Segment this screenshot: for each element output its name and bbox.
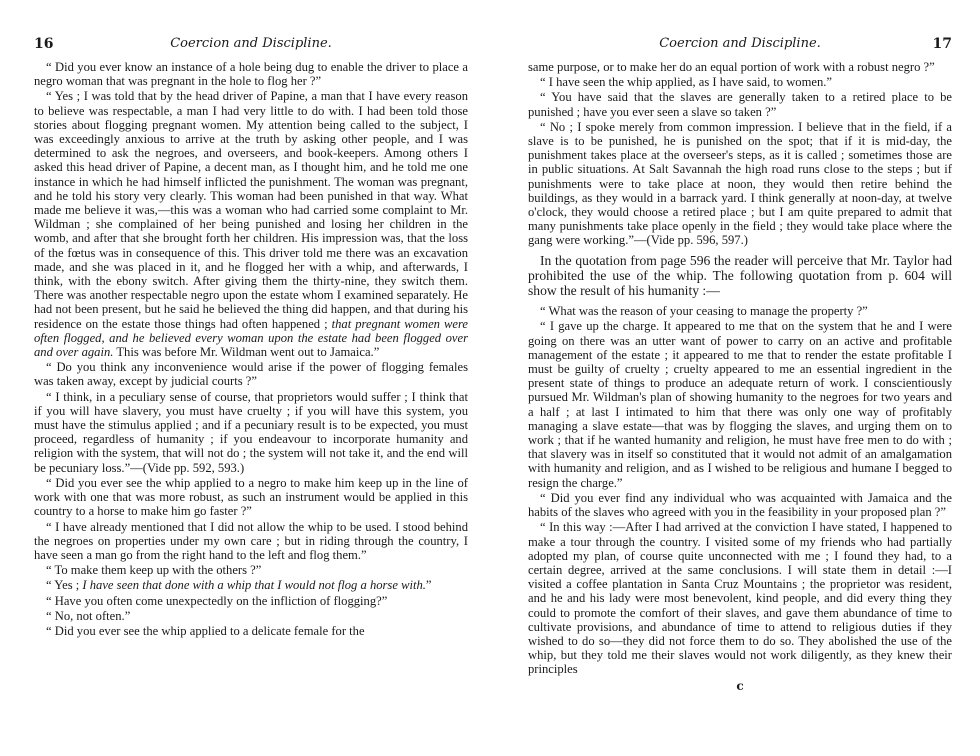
paragraph: [528, 75, 952, 89]
paragraph: [528, 319, 952, 489]
paragraph: [528, 304, 952, 318]
text-run: “ Yes ;: [46, 578, 83, 593]
paragraph: [34, 60, 468, 88]
text-run: “ Yes ; I was told that by the head driver of Papine, a man that I have every reason to believe was respectable, a man I had very little to do with. I had been told those stories about flogging pregnant women. My attention being called to the subject, I was exceedingly anxious to arrive at the truth by asking other people, and I was determined to ask the negroes, and overseers, and book-keepers. Among others I asked this head driver of Papine, a decent man, as I thought him, and he told me one instance in which he had himself inflicted the punishment. The woman was pregnant, and he told his story very clearly. This woman had been punished in that way. What made me believe it was,—this was a woman who had carried some complaint to Mr. Wildman ; she complained of her being punished and losing her children in the womb, and after that she brought forth her children. His impression was, that the loss of the fœtus was in consequence of this. This driver told me there was an excavation made, and she was placed in it, and he flogged her with a whip, and afterwards, I think, with the ebony switch. After giving them the thirty-nine, they switch them. There was another respectable negro upon the estate whom I examined separately. He had not been present, but he said he believed the thing did happen, and that during his residence on the estate those things had often happened ;: [34, 89, 468, 331]
text-run: “ I gave up the charge. It appeared to me that on the system that he and I were going on there was an utter want of power to carry on an active and profitable management of the estate ; it appeared to me that to render the estate profitable I must be guilty of cruelty ; cruelty appeared to me an essential ingredient in the present state of things to produce an adequate return of work. I conscientiously pursued Mr. Wildman's plan of showing humanity to the negroes for two years and a half ; at last I intimated to him that there was only one way of profitably managing a slave estate—that was by flogging the slaves, and urging them on to work ; that if he wanted humanity and religion, he must have free men to do with ; that slavery was in itself so constituted that it would not admit of an amalgamation with humanity and religion, and as I wished to be religious and humane I begged to resign the charge.”: [528, 319, 952, 490]
paragraph: [34, 609, 468, 623]
left-running-title: Coercion and Discipline.: [170, 36, 332, 51]
paragraph: [528, 520, 952, 676]
paragraph: [34, 89, 468, 359]
paragraph: [34, 578, 468, 592]
paragraph: [528, 253, 952, 299]
paragraph: [528, 491, 952, 519]
paragraph: [34, 360, 468, 388]
text-run: “ I have already mentioned that I did not allow the whip to be used. I stood behind the negroes on properties under my own care ; but in riding through the country, I have seen a man go from the right hand to the left and flog them.”: [34, 519, 468, 562]
paragraph: [34, 563, 468, 577]
text-run: “ I have seen the whip applied, as I have said, to women.”: [540, 75, 833, 90]
text-run: “ Did you ever find any individual who was acquainted with Jamaica and the habits of the slaves who agreed with you in the feasibility in your proposed plan ?”: [528, 490, 952, 520]
paragraph: [528, 60, 952, 74]
left-page-number: 16: [34, 36, 54, 52]
right-body-text: [528, 60, 952, 677]
text-run: In the quotation from page 596 the reader will perceive that Mr. Taylor had prohibited the use of the whip. The following quotation from p. 604 will show the result of his humanity :—: [528, 252, 952, 299]
text-run: “ Did you ever see the whip applied to a negro to make him keep up in the line of work with one that was more robust, as such an instrument would be applied in this country to a horse to make him go faster ?”: [34, 475, 468, 519]
right-running-title: Coercion and Discipline.: [659, 36, 821, 51]
text-run: “ To make them keep up with the others ?”: [46, 563, 262, 578]
paragraph: [528, 120, 952, 248]
text-run: “ Do you think any inconvenience would arise if the power of flogging females was taken away, except by judicial courts ?”: [34, 360, 468, 389]
paragraph: [34, 476, 468, 519]
signature-mark: c: [736, 678, 744, 693]
text-run: This was before Mr. Wildman went out to Jamaica.”: [113, 345, 380, 360]
text-run: “ No ; I spoke merely from common impression. I believe that in the field, if a slave is to be punished, he is punished on the spot; that if it is mid-day, the punishment takes place at the overseer's steps, as it is called ; sometimes those are in public situations. At Salt Savannah the high road runs close to the steps ; but if punishments were to take place at noon, they would then retire behind the buildings, as they would in a barrack yard. I think generally at noon-day, at twelve o'clock, they would choose a retired place ; but I am quite prepared to admit that many punishments take place openly in the field ; they would take place where the gang were working.”—(Vide pp. 596, 597.): [528, 119, 952, 248]
right-running-head: [528, 36, 952, 54]
text-run: “ You have said that the slaves are generally taken to a retired place to be punished ; have you ever seen a slave so taken ?”: [528, 90, 952, 119]
paragraph: [528, 90, 952, 118]
paragraph: [34, 520, 468, 563]
paragraph: [34, 390, 468, 475]
text-run: “ Have you often come unexpectedly on the infliction of flogging?”: [46, 593, 388, 608]
right-page: [490, 0, 980, 756]
left-body-text: [34, 60, 468, 638]
right-page-number: 17: [932, 36, 952, 52]
paragraph: [34, 624, 468, 638]
text-run: same purpose, or to make her do an equal portion of work with a robust negro ?”: [528, 60, 935, 74]
text-run: “ What was the reason of your ceasing to manage the property ?”: [540, 304, 868, 319]
italic-text-run: that pregnant women were often flogged, and he believed every woman upon the estate had been flogged over and over again.: [34, 316, 468, 360]
text-run: “ Did you ever know an instance of a hole being dug to enable the driver to place a negro woman that was pregnant in the hole to flog her ?”: [34, 60, 468, 89]
text-run: “ In this way :—After I had arrived at the conviction I have stated, I happened to make a tour through the country. I visited some of my friends who had partially adopted my plan, of course quite unconnected with me ; I found they had, to a certain degree, arrived at the same conclusions. I will state them in detail :—I visited a coffee plantation in Santa Cruz Mountains ; the proprietor was resident, and he and his lady were most benevolent, kind people, and did every thing they could to promote the comfort of their slaves, and gave them abundance of time to cultivate provisions, and abundance of time to attend to religious duties if they wished to do so—they did not force them to do so. They abolished the use of the whip, but they told me their slaves would not work diligently, as they knew their principles: [528, 520, 952, 677]
paragraph: [34, 594, 468, 608]
left-running-head: [34, 36, 468, 54]
text-run: “ Did you ever see the whip applied to a delicate female for the: [46, 623, 365, 638]
text-run: ”: [425, 578, 432, 593]
text-run: “ I think, in a peculiary sense of course, that proprietors would suffer ; I think that if you will have slavery, you must have cruelty ; if you will have this system, you must have the stimulus applied ; and if a pecuniary result is to be expected, you must proceed, regardless of humanity ; if you endeavour to incorporate humanity and religion with the system, that will not do ; the system will not take it, and the end will be pecuniary loss.”—(Vide pp. 592, 593.): [34, 389, 468, 475]
text-run: “ No, not often.”: [46, 608, 131, 623]
italic-text-run: I have seen that done with a whip that I would not flog a horse with.: [82, 578, 426, 593]
